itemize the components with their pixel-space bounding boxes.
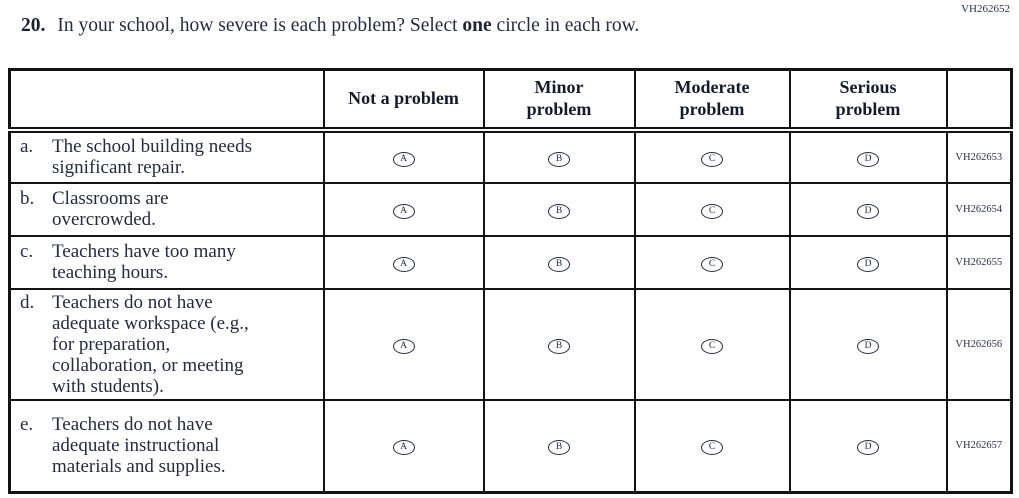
option-cell-b (484, 400, 635, 493)
option-cell-d (790, 289, 947, 400)
option-bubble-a[interactable]: A (393, 339, 415, 354)
option-cell-c (635, 400, 790, 493)
column-header-minor-problem: Minor problem (484, 70, 635, 130)
question-number: 20. (21, 15, 46, 36)
column-header-not-a-problem: Not a problem (324, 70, 484, 130)
statement-text: Teachers do not have adequate workspace (e.g., for preparation, collaboration, or meeting with students). (52, 291, 249, 397)
option-cell-b (484, 183, 635, 236)
option-bubble-d[interactable]: D (857, 339, 879, 354)
severity-table (8, 68, 1013, 494)
table-body (10, 130, 1012, 493)
option-cell-c (635, 236, 790, 289)
option-bubble-a[interactable]: A (393, 204, 415, 219)
table-header (10, 70, 1012, 130)
option-cell-a (324, 400, 484, 493)
option-cell-d (790, 130, 947, 183)
code-header (947, 70, 1012, 130)
option-bubble-b[interactable]: B (548, 339, 570, 354)
statement-text: Teachers have too many teaching hours. (52, 241, 236, 283)
option-bubble-b[interactable]: B (548, 257, 570, 272)
option-cell-a (324, 183, 484, 236)
option-cell-c (635, 130, 790, 183)
statement-header (10, 70, 324, 130)
row-code: VH262656 (947, 289, 1012, 400)
statement-cell (10, 183, 324, 236)
form-code: VH262652 (961, 3, 1010, 15)
table-row-a (10, 130, 1012, 183)
row-code: VH262657 (947, 400, 1012, 493)
option-cell-c (635, 183, 790, 236)
statement-cell (10, 130, 324, 183)
statement-text: Teachers do not have adequate instructional materials and supplies. (52, 414, 226, 478)
column-header-moderate-problem: Moderate problem (635, 70, 790, 130)
statement-text: The school building needs significant repair. (52, 136, 252, 178)
option-bubble-c[interactable]: C (701, 257, 723, 272)
table-row-c (10, 236, 1012, 289)
question-text-pre: In your school, how severe is each problem? Select (57, 15, 458, 36)
statement-cell (10, 400, 324, 493)
row-label: d. (20, 291, 35, 313)
option-cell-b (484, 236, 635, 289)
row-code: VH262653 (947, 130, 1012, 183)
option-bubble-a[interactable]: A (393, 152, 415, 167)
option-cell-a (324, 130, 484, 183)
option-bubble-d[interactable]: D (857, 152, 879, 167)
row-code: VH262654 (947, 183, 1012, 236)
table-row-e (10, 400, 1012, 493)
option-bubble-a[interactable]: A (393, 257, 415, 272)
column-header-serious-problem: Serious problem (790, 70, 947, 130)
row-label: b. (20, 188, 35, 209)
option-bubble-b[interactable]: B (548, 152, 570, 167)
option-bubble-c[interactable]: C (701, 204, 723, 219)
statement-cell (10, 289, 324, 400)
option-cell-d (790, 400, 947, 493)
option-cell-b (484, 130, 635, 183)
question-text-bold: one (462, 15, 492, 36)
table-row-b (10, 183, 1012, 236)
option-bubble-c[interactable]: C (701, 339, 723, 354)
option-bubble-d[interactable]: D (857, 257, 879, 272)
question-text (57, 15, 639, 36)
option-bubble-b[interactable]: B (548, 204, 570, 219)
option-cell-d (790, 183, 947, 236)
option-cell-b (484, 289, 635, 400)
option-bubble-c[interactable]: C (701, 440, 723, 455)
row-label: a. (20, 136, 34, 157)
question-text-post: circle in each row. (496, 15, 640, 36)
option-cell-c (635, 289, 790, 400)
statement-cell (10, 236, 324, 289)
option-bubble-b[interactable]: B (548, 440, 570, 455)
table-row-d (10, 289, 1012, 400)
row-label: c. (20, 241, 34, 262)
option-cell-d (790, 236, 947, 289)
option-cell-a (324, 236, 484, 289)
statement-text: Classrooms are overcrowded. (52, 188, 169, 230)
row-label: e. (20, 414, 34, 436)
option-bubble-a[interactable]: A (393, 440, 415, 455)
row-code: VH262655 (947, 236, 1012, 289)
option-bubble-c[interactable]: C (701, 152, 723, 167)
question-20 (21, 15, 639, 37)
option-bubble-d[interactable]: D (857, 440, 879, 455)
option-bubble-d[interactable]: D (857, 204, 879, 219)
option-cell-a (324, 289, 484, 400)
